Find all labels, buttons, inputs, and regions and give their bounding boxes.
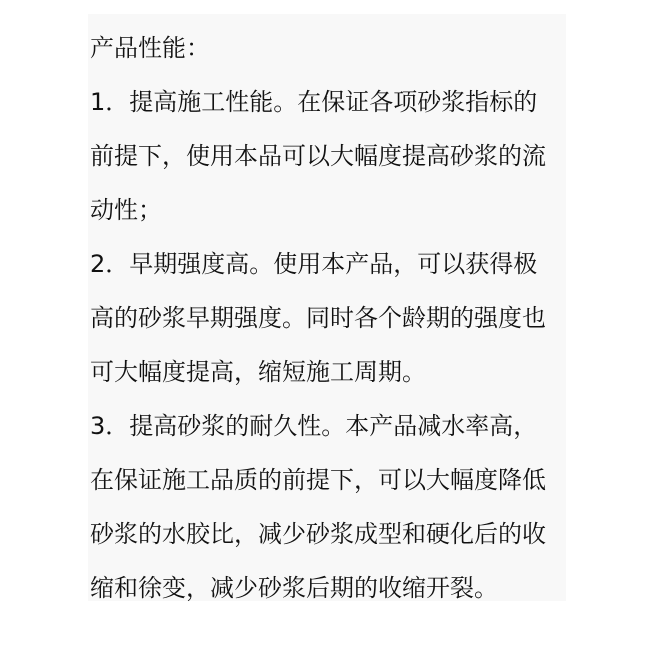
text-line-1: 1．提高施工性能。在保证各项砂浆指标的	[90, 88, 538, 116]
text-line-8: 在保证施工品质的前提下，可以大幅度降低	[90, 466, 546, 494]
section-heading: 产品性能：	[90, 34, 210, 62]
text-line-4: 2．早期强度高。使用本产品，可以获得极	[90, 250, 538, 278]
text-line-3: 动性；	[90, 196, 162, 224]
text-line-6: 可大幅度提高，缩短施工周期。	[90, 358, 426, 386]
text-line-10: 缩和徐变，减少砂浆后期的收缩开裂。	[90, 574, 498, 602]
text-line-2: 前提下，使用本品可以大幅度提高砂浆的流	[90, 142, 546, 170]
text-line-7: 3．提高砂浆的耐久性。本产品减水率高，	[90, 412, 538, 440]
text-line-9: 砂浆的水胶比，减少砂浆成型和硬化后的收	[90, 520, 546, 548]
product-description	[90, 21, 566, 615]
text-line-5: 高的砂浆早期强度。同时各个龄期的强度也	[90, 304, 546, 332]
